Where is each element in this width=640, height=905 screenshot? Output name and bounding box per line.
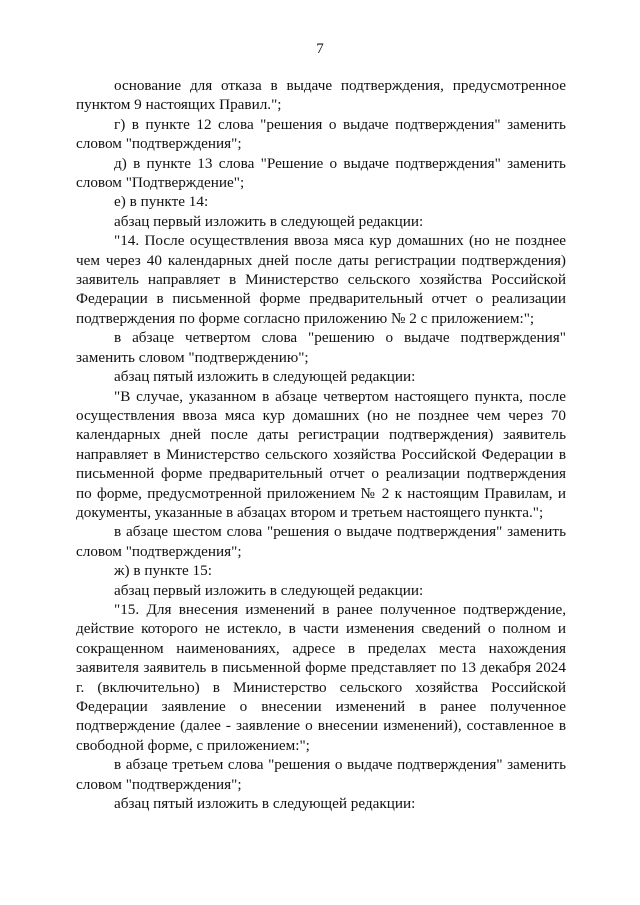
paragraph: в абзаце четвертом слова "решению о выдаче подтверждения" заменить словом "подтверждению"; bbox=[76, 329, 566, 366]
paragraph: г) в пункте 12 слова "решения о выдаче подтверждения" заменить словом "подтверждения"; bbox=[76, 115, 566, 153]
paragraph: абзац пятый изложить в следующей редакции: bbox=[114, 368, 416, 386]
paragraph: абзац первый изложить в следующей редакции: bbox=[114, 581, 424, 599]
document-body bbox=[76, 76, 566, 813]
paragraph: "15. Для внесения изменений в ранее полученное подтверждение, действие которого не истекло, в части изменения сведений о полном и сокращенном наименованиях, адресе в пределах места нахождения заявителя заявитель в письменной форме представляет по 13 декабря 2024 г. (включительно) в Министерство сельского хозяйства Российской Федерации заявление о внесении изменений в ранее полученное подтверждение (далее - заявление о внесении изменений), составленное в свободной форме, с приложением:"; bbox=[76, 600, 566, 754]
page-number: 7 bbox=[316, 41, 324, 57]
paragraph: абзац пятый изложить в следующей редакции: bbox=[114, 795, 416, 813]
paragraph: ж) в пункте 15: bbox=[114, 562, 212, 580]
paragraph: "В случае, указанном в абзаце четвертом настоящего пункта, после осуществления ввоза мяса кур домашних (но не позднее чем через 70 календарных дней после даты регистрации подтверждения) заявитель направляет в Министерство сельского хозяйства Российской Федерации в письменной форме предварительный отчет о реализации подтверждения по форме, предусмотренной приложением № 2 к настоящим Правилам, и документы, указанные в абзацах втором и третьем настоящего пункта."; bbox=[76, 387, 566, 521]
paragraph: д) в пункте 13 слова "Решение о выдаче подтверждения" заменить словом "Подтверждение"; bbox=[76, 154, 566, 192]
paragraph: абзац первый изложить в следующей редакции: bbox=[114, 212, 424, 230]
paragraph: е) в пункте 14: bbox=[114, 193, 209, 211]
paragraph: "14. После осуществления ввоза мяса кур домашних (но не позднее чем через 40 календарных дней после даты регистрации подтверждения) заявитель направляет в Министерство сельского хозяйства Российской Федерации в письменной форме предварительный отчет о реализации подтверждения по форме согласно приложению № 2 с приложением:"; bbox=[76, 232, 566, 327]
paragraph: в абзаце третьем слова "решения о выдаче подтверждения" заменить словом "подтверждения"; bbox=[76, 756, 566, 793]
paragraph: основание для отказа в выдаче подтверждения, предусмотренное пунктом 9 настоящих Правил."; bbox=[76, 77, 566, 114]
paragraph: в абзаце шестом слова "решения о выдаче подтверждения" заменить словом "подтверждения"; bbox=[76, 523, 566, 560]
